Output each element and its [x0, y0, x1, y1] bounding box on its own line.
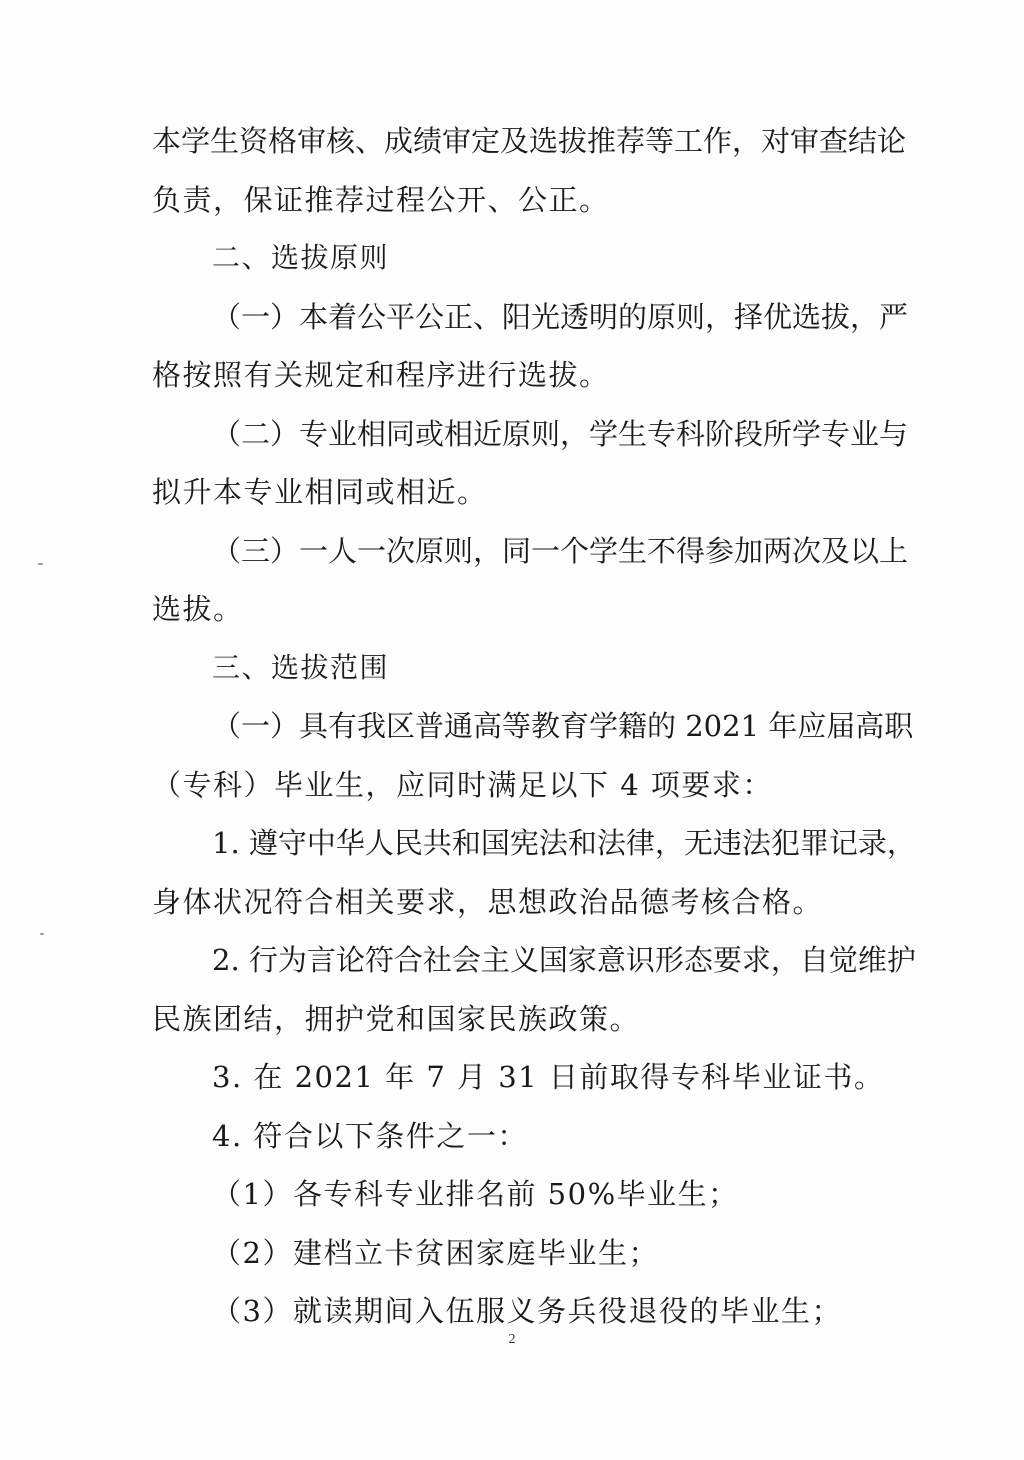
list-item-line: 2. 行为言论符合社会主义国家意识形态要求，自觉维护: [212, 943, 916, 977]
list-item-line: 1. 遵守中华人民共和国宪法和法律，无违法犯罪记录，: [212, 826, 916, 860]
paragraph-line: 选拔。: [152, 592, 244, 626]
paragraph-line: 格按照有关规定和程序进行选拔。: [152, 358, 610, 392]
paragraph-line: 民族团结，拥护党和国家民族政策。: [152, 1001, 641, 1036]
paragraph-line: （一）本着公平公正、阳光透明的原则，择优选拔，严: [212, 299, 909, 334]
list-item-line: 4. 符合以下条件之一：: [212, 1118, 528, 1153]
sub-list-item-line: （2）建档立卡贫困家庭毕业生；: [212, 1235, 659, 1270]
paragraph-line: （二）专业相同或相近原则，学生专科阶段所学专业与: [212, 416, 909, 451]
sub-list-item-line: （3）就读期间入伍服义务兵役退役的毕业生；: [212, 1294, 842, 1328]
sub-list-item-line: （1）各专科专业排名前 50%毕业生；: [212, 1177, 739, 1211]
paragraph-line: 拟升本专业相同或相近。: [152, 475, 488, 509]
paragraph-line: （专科）毕业生，应同时满足以下 4 项要求：: [152, 767, 773, 802]
list-item-line: 3. 在 2021 年 7 月 31 日前取得专科毕业证书。: [212, 1060, 885, 1094]
paragraph-line: 负责，保证推荐过程公开、公正。: [152, 182, 610, 217]
document-body: [152, 112, 916, 1341]
scan-speck: [40, 933, 44, 935]
paragraph-line: 身体状况符合相关要求，思想政治品德考核合格。: [152, 884, 824, 919]
paragraph-line: （一）具有我区普通高等教育学籍的 2021 年应届高职: [212, 709, 914, 743]
section-heading: 二、选拔原则: [212, 241, 390, 274]
section-heading: 三、选拔范围: [212, 650, 390, 684]
paragraph-line: 本学生资格审核、成绩审定及选拔推荐等工作，对审查结论: [152, 124, 907, 158]
scan-speck: [38, 563, 43, 565]
page-number: 2: [508, 1332, 516, 1347]
paragraph-line: （三）一人一次原则，同一个学生不得参加两次及以上: [212, 533, 909, 568]
